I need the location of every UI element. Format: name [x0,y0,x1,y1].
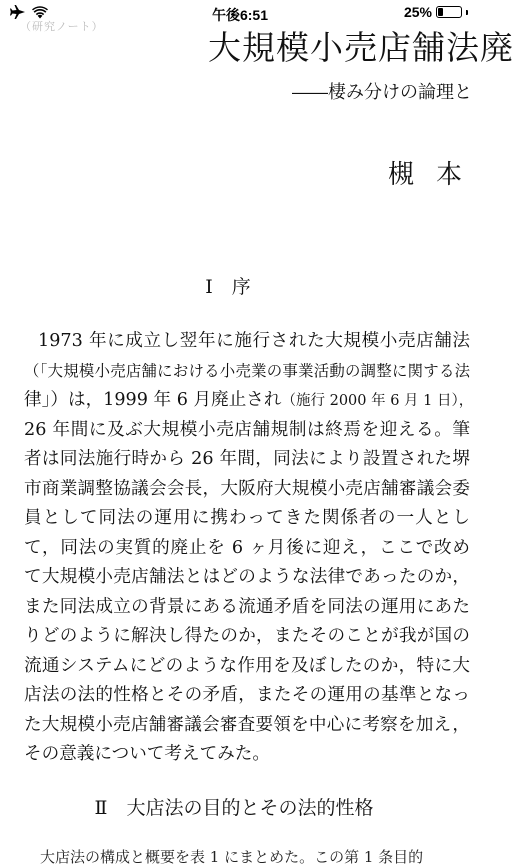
battery-nub [466,10,468,15]
article-subtitle: ――棲み分けの論理と [292,82,472,103]
body-line: 者は同法施行時から 26 年間，同法により設置された堺 [24,449,470,469]
status-time: 午後6:51 [211,7,269,23]
status-right [404,4,468,20]
body-line: 店法の法的性格とその矛盾，またその運用の基準となっ [24,685,470,705]
body-line: 市商業調整協議会会長，大阪府大規模小売店舗審議会委 [24,478,470,499]
body-line: その意義について考えてみた。 [24,744,270,764]
battery-percent: 25% [403,4,432,20]
body-line-part: 律」）は，1999 年 6 月廃止され [24,390,282,410]
battery-icon [436,6,462,18]
author-name: 槻本 [388,160,485,190]
running-head: （研究ノート） [20,20,104,33]
body-line: 員として同法の運用に携わってきた関係者の一人とし [24,508,470,528]
body-line-part: （施行 2000 年 6 月 1 日）， [281,393,474,409]
body-line: りどのように解決し得たのか，またそのことが我が国の [24,626,470,646]
body-line: た大規模小売店舗審議会審査要領を中心に考察を加え， [24,714,470,735]
body-line: 26 年間に及ぶ大規模小売店舗規制は終焉を迎える。筆 [24,419,470,440]
body-line: て大規模小売店舗法とはどのような法律であったのか， [24,567,470,587]
cutoff-body-line: 大店法の構成と概要を表 1 にまとめた。この第 1 条目的 [40,848,424,866]
body-line: 1973 年に成立し翌年に施行された大規模小売店舗法 [38,331,470,351]
body-line [24,386,474,416]
section-heading-1: Ⅰ 序 [205,276,251,298]
body-line: 流通システムにどのような作用を及ぼしたのか，特に大 [24,655,470,676]
body-line: また同法成立の背景にある流通矛盾を同法の運用にあた [24,596,470,617]
body-line: （「大規模小売店舗における小売業の事業活動の調整に関する法 [24,361,470,380]
article-title: 大規模小売店舗法廃 [208,28,514,67]
body-paragraph [24,327,474,770]
body-line: て，同法の実質的廃止を 6 ヶ月後に迎え，ここで改め [24,537,470,558]
battery-fill [438,8,443,16]
section-heading-2: Ⅱ 大店法の目的とその法的性格 [94,797,374,819]
